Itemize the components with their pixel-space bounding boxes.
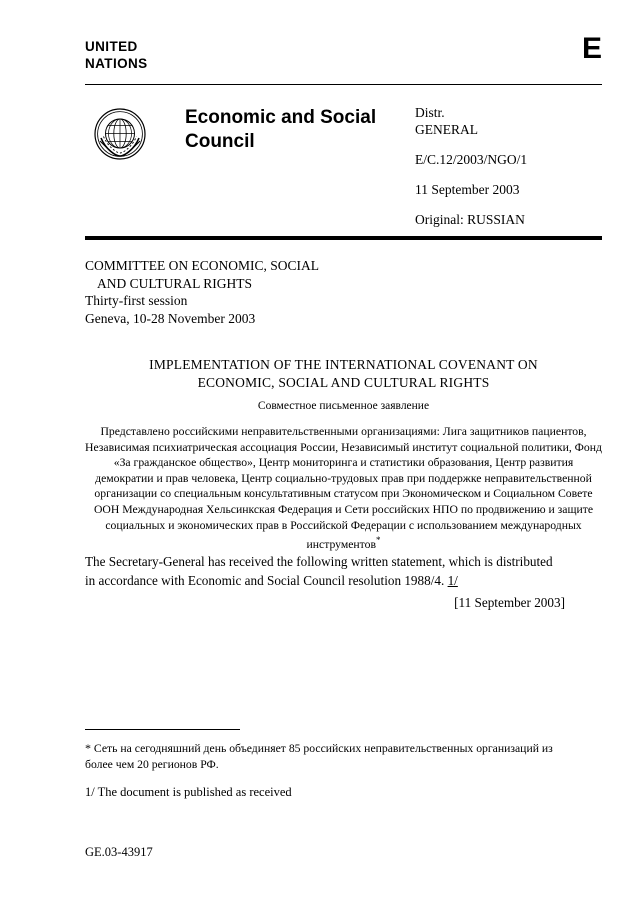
committee-name-line2: AND CULTURAL RIGHTS (97, 275, 253, 291)
masthead-divider (85, 84, 602, 85)
committee-name-line1: COMMITTEE ON ECONOMIC, SOCIAL (85, 258, 319, 273)
header-block (85, 104, 602, 229)
footnote-star-marker: * (85, 741, 91, 755)
masthead (85, 32, 602, 84)
page-title-line1: IMPLEMENTATION OF THE INTERNATIONAL COVENANT ON (149, 357, 538, 372)
footnote-star (85, 740, 555, 773)
statement-submitters-text: Представлено российскими неправительственными организациями: Лига защитников пациентов, Независимая психиатрическая ассоциация России, Независимый институт социальной политики, Фонд «За гражданское общество», Центр мониторинга и статистики образования, Центр развития демократии и прав человека, Центр социально-трудовых прав при поддержке неправительственной организации со специальным консультативным статусом при Экономическом и Социальном Совете ООН Международная Хельсинкская Федерация и Сети российских НПО по продвижению и защите социальных и экономических прав в Российской Федерации с использованием международных инструментов (85, 425, 602, 552)
organization-name-line2: NATIONS (85, 56, 148, 71)
footnote-reference-1: 1/ (447, 573, 458, 588)
document-series-letter: E (581, 32, 602, 65)
document-symbol: E/C.12/2003/NGO/1 (415, 152, 528, 167)
un-emblem-icon (94, 108, 146, 160)
subtitle: Совместное письменное заявление (257, 400, 430, 412)
footnote-star-text: Сеть на сегодняшний день объединяет 85 российских неправительственных организаций из более чем 20 регионов РФ. (85, 742, 553, 771)
secretary-general-paragraph (85, 552, 565, 590)
page-title-line2: ECONOMIC, SOCIAL AND CULTURAL RIGHTS (197, 375, 490, 390)
organization-name-line1: UNITED (85, 39, 138, 54)
distribution-label: Distr. (415, 105, 445, 120)
session-number: Thirty-first session (85, 293, 188, 308)
document-original-language: Original: RUSSIAN (415, 212, 525, 227)
organization-name (85, 38, 602, 72)
distribution-type: GENERAL (415, 122, 478, 137)
job-number: GE.03-43917 (85, 845, 153, 859)
distribution-block (415, 104, 605, 241)
organ-title: Economic and Social Council (185, 107, 377, 152)
document-date: 11 September 2003 (415, 182, 520, 197)
received-date: [11 September 2003] (454, 595, 565, 610)
footnote-divider (85, 729, 240, 730)
header-divider (85, 236, 602, 240)
statement-submitters-paragraph (85, 424, 602, 553)
footnote-note: 1/ The document is published as received (85, 785, 292, 799)
secretary-general-text: The Secretary-General has received the following written statement, which is distributed in accordance with Economic and Social Council resolution 1988/4. (85, 554, 553, 588)
page-title (85, 356, 602, 392)
session-venue-dates: Geneva, 10-28 November 2003 (85, 310, 256, 326)
committee-block (85, 257, 565, 327)
footnote-reference-star: * (375, 535, 381, 546)
